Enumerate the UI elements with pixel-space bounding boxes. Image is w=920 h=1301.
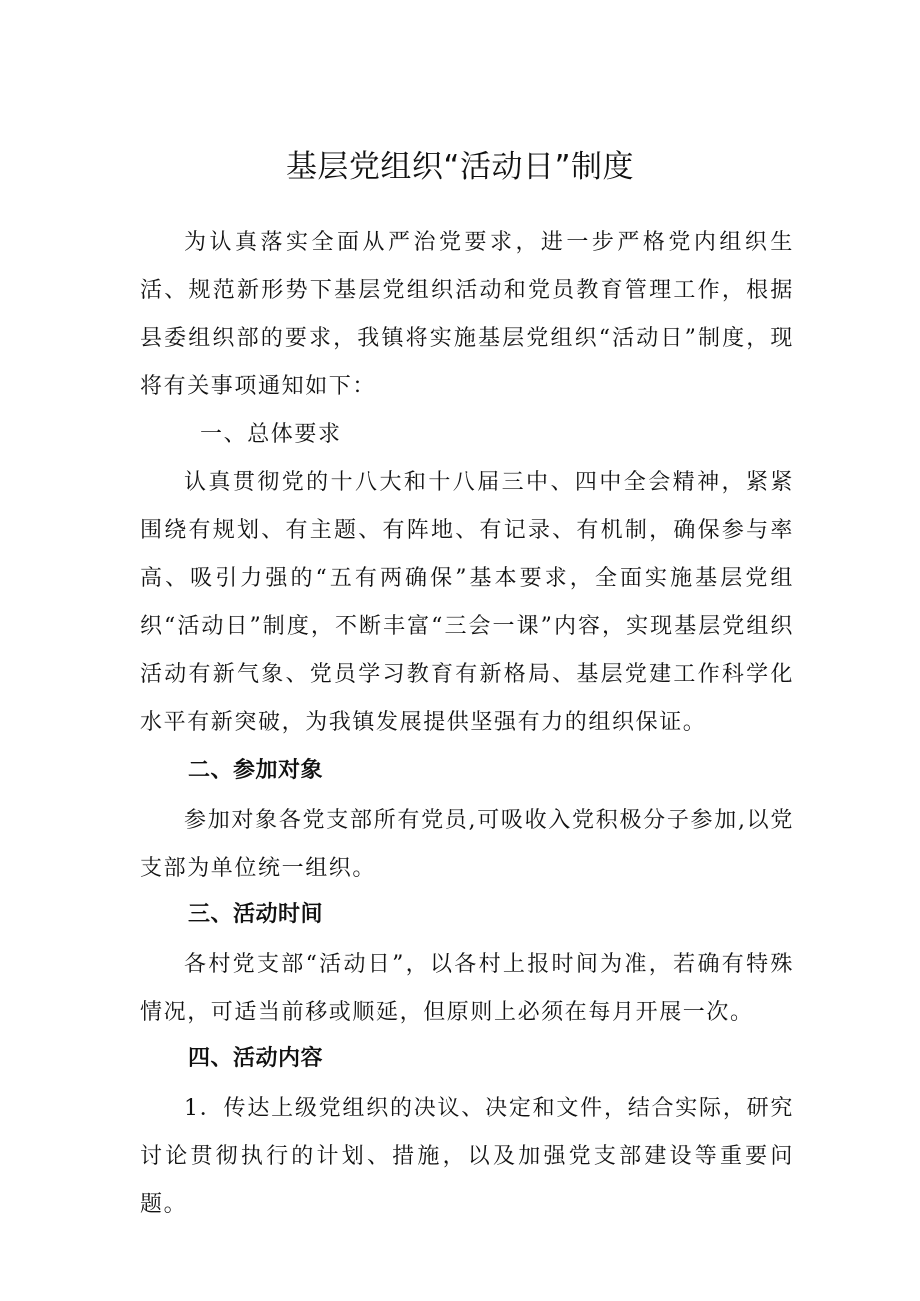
intro-paragraph: 为认真落实全面从严治党要求，进一步严格党内组织生活、规范新形势下基层党组织活动和党员教育管理工作，根据县委组织部的要求，我镇将实施基层党组织“活动日”制度，现将有关事项通知如下： — [140, 230, 794, 399]
section-heading-participants: 二、参加对象 — [188, 758, 324, 783]
section-paragraph-activity-time: 各村党支部“活动日”，以各村上报时间为准，若确有特殊情况，可适当前移或顺延，但原则上必须在每月开展一次。 — [140, 952, 794, 1025]
section-heading-activity-content: 四、活动内容 — [188, 1046, 324, 1071]
section-paragraph-participants: 参加对象各党支部所有党员,可吸收入党积极分子参加,以党支部为单位统一组织。 — [140, 808, 794, 881]
section-paragraph-activity-content-item-1: 1．传达上级党组织的决议、决定和文件，结合实际，研究讨论贯彻执行的计划、措施，以及加强党支部建设等重要问题。 — [140, 1096, 794, 1217]
section-paragraph-overall-requirements: 认真贯彻党的十八大和十八届三中、四中全会精神，紧紧围绕有规划、有主题、有阵地、有记录、有机制，确保参与率高、吸引力强的“五有两确保”基本要求，全面实施基层党组织“活动日”制度，不断丰富“三会一课”内容，实现基层党组织活动有新气象、党员学习教育有新格局、基层党建工作科学化水平有新突破，为我镇发展提供坚强有力的组织保证。 — [140, 470, 794, 735]
section-heading-activity-time: 三、活动时间 — [188, 902, 324, 927]
document-title: 基层党组织“活动日”制度 — [285, 149, 635, 185]
section-heading-overall-requirements: 一、总体要求 — [200, 422, 342, 447]
